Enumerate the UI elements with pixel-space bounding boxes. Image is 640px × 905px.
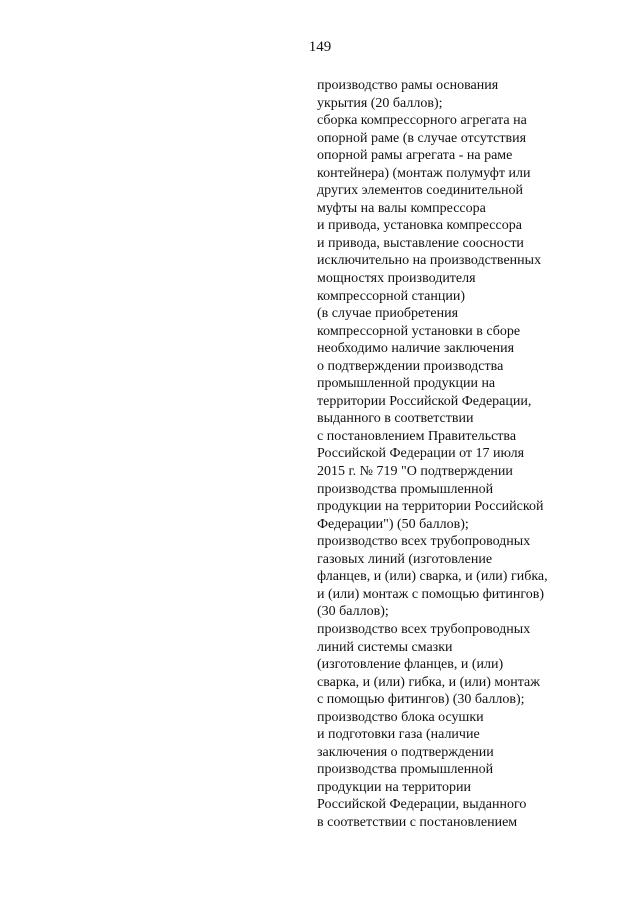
body-text-line: и подготовки газа (наличие: [317, 727, 480, 743]
body-text-line: производства промышленной: [317, 481, 494, 497]
body-text-line: линий системы смазки: [317, 639, 453, 655]
body-text-line: (30 баллов);: [317, 604, 389, 620]
body-text-line: производство блока осушки: [317, 709, 484, 725]
body-text-line: укрытия (20 баллов);: [317, 95, 443, 111]
body-text-line: фланцев, и (или) сварка, и (или) гибка,: [317, 569, 548, 585]
body-text-line: и привода, установка компрессора: [317, 218, 522, 234]
body-text-column: [317, 77, 627, 832]
body-text-line: промышленной продукции на: [317, 376, 496, 392]
body-text-line: опорной раме (в случае отсутствия: [317, 130, 527, 146]
body-text-line: необходимо наличие заключения: [317, 341, 515, 357]
body-text-line: сварка, и (или) гибка, и (или) монтаж: [317, 674, 540, 690]
body-text-line: продукции на территории Российской: [317, 499, 544, 515]
body-text-line: компрессорной станции): [317, 288, 465, 304]
body-text-line: Российской Федерации от 17 июля: [317, 446, 525, 462]
body-text-line: заключения о подтверждении: [317, 744, 494, 760]
body-text-line: Российской Федерации, выданного: [317, 797, 527, 813]
body-text-line: производство всех трубопроводных: [317, 534, 531, 550]
body-text-line: с постановлением Правительства: [317, 428, 517, 444]
body-text-line: производства промышленной: [317, 762, 494, 778]
body-text-line: (в случае приобретения: [317, 306, 459, 322]
body-text-line: продукции на территории: [317, 779, 471, 795]
body-text-line: компрессорной установки в сборе: [317, 323, 521, 339]
body-text-line: и привода, выставление соосности: [317, 235, 524, 251]
body-text-line: исключительно на производственных: [317, 253, 542, 269]
body-text-line: Федерации") (50 баллов);: [317, 516, 469, 532]
body-text-line: (изготовление фланцев, и (или): [317, 657, 504, 673]
body-text-line: опорной рамы агрегата - на раме: [317, 148, 513, 164]
body-text-line: сборка компрессорного агрегата на: [317, 113, 527, 129]
body-text-line: газовых линий (изготовление: [317, 551, 493, 567]
page-number: 149: [308, 39, 332, 55]
body-text-line: муфты на валы компрессора: [317, 200, 486, 216]
body-text-line: выданного в соответствии: [317, 411, 474, 427]
body-text-line: и (или) монтаж с помощью фитингов): [317, 586, 545, 602]
body-text-line: мощностях производителя: [317, 271, 476, 287]
body-text-line: 2015 г. № 719 "О подтверждении: [317, 464, 513, 480]
body-text-line: с помощью фитингов) (30 баллов);: [317, 692, 525, 708]
body-text-line: других элементов соединительной: [317, 183, 523, 199]
body-text-line: производство всех трубопроводных: [317, 621, 531, 637]
body-text-line: производство рамы основания: [317, 78, 499, 93]
body-text-line: территории Российской Федерации,: [317, 393, 532, 409]
body-text-line: контейнера) (монтаж полумуфт или: [317, 165, 531, 181]
body-text-line: о подтверждении производства: [317, 358, 504, 374]
body-text-line: в соответствии с постановлением: [317, 814, 518, 830]
